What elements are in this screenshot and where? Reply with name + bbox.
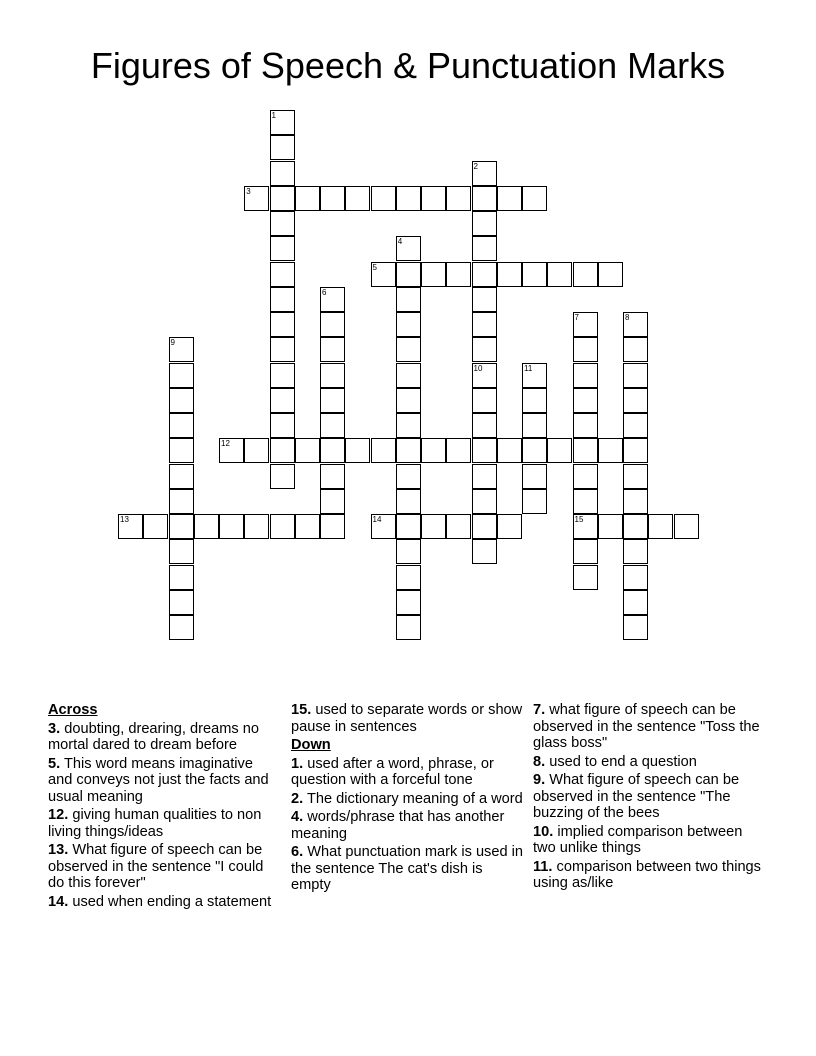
clue-text: words/phrase that has another meaning bbox=[291, 809, 505, 842]
grid-cell[interactable] bbox=[396, 489, 421, 514]
grid-cell[interactable] bbox=[320, 388, 345, 413]
cell-number: 4 bbox=[397, 237, 403, 247]
grid-cell[interactable] bbox=[295, 514, 320, 539]
grid-cell[interactable] bbox=[472, 236, 497, 261]
grid-cell[interactable] bbox=[623, 363, 648, 388]
clue-text: What figure of speech can be observed in the sentence "The buzzing of the bees bbox=[533, 772, 740, 821]
grid-cell[interactable] bbox=[623, 615, 648, 640]
grid-cell[interactable] bbox=[472, 161, 497, 186]
grid-cell[interactable] bbox=[169, 413, 194, 438]
grid-cell[interactable] bbox=[169, 438, 194, 463]
grid-cell[interactable] bbox=[396, 413, 421, 438]
grid-cell[interactable] bbox=[169, 514, 194, 539]
clue-down-9 bbox=[533, 772, 765, 822]
clue-text: This word means imaginative and conveys not just the facts and usual meaning bbox=[48, 755, 269, 805]
grid-cell[interactable] bbox=[648, 514, 673, 539]
grid-cell[interactable] bbox=[396, 236, 421, 261]
grid-cell[interactable] bbox=[573, 438, 598, 463]
cell-number: 1 bbox=[271, 111, 276, 120]
down-heading: Down bbox=[291, 737, 331, 753]
grid-cell[interactable] bbox=[396, 186, 421, 211]
clues-column-2 bbox=[291, 702, 523, 896]
clue-down-1 bbox=[291, 756, 523, 789]
grid-cell[interactable] bbox=[270, 135, 295, 160]
clue-down-11 bbox=[533, 859, 765, 892]
clue-text: what figure of speech can be observed in the sentence "Toss the glass boss" bbox=[533, 702, 760, 751]
grid-cell[interactable] bbox=[270, 110, 295, 135]
grid-cell[interactable] bbox=[371, 514, 396, 539]
grid-cell[interactable] bbox=[396, 363, 421, 388]
grid-cell[interactable] bbox=[623, 514, 648, 539]
clue-number: 7. bbox=[533, 702, 546, 718]
grid-cell[interactable] bbox=[320, 413, 345, 438]
grid-cell[interactable] bbox=[244, 186, 269, 211]
grid-cell[interactable] bbox=[396, 388, 421, 413]
grid-cell[interactable] bbox=[396, 287, 421, 312]
grid-cell[interactable] bbox=[169, 590, 194, 615]
grid-cell[interactable] bbox=[421, 514, 446, 539]
grid-cell[interactable] bbox=[472, 438, 497, 463]
grid-cell[interactable] bbox=[522, 489, 547, 514]
grid-cell[interactable] bbox=[623, 388, 648, 413]
grid-cell[interactable] bbox=[573, 337, 598, 362]
grid-cell[interactable] bbox=[270, 514, 295, 539]
grid-cell[interactable] bbox=[472, 363, 497, 388]
grid-cell[interactable] bbox=[143, 514, 168, 539]
grid-cell[interactable] bbox=[472, 489, 497, 514]
grid-cell[interactable] bbox=[522, 262, 547, 287]
grid-cell[interactable] bbox=[472, 464, 497, 489]
grid-cell[interactable] bbox=[573, 388, 598, 413]
grid-cell[interactable] bbox=[497, 514, 522, 539]
grid-cell[interactable] bbox=[320, 464, 345, 489]
clue-text: What figure of speech can be observed in the sentence "I could do this forever" bbox=[48, 842, 264, 891]
grid-cell[interactable] bbox=[623, 337, 648, 362]
grid-cell[interactable] bbox=[169, 388, 194, 413]
grid-cell[interactable] bbox=[674, 514, 699, 539]
grid-cell[interactable] bbox=[396, 514, 421, 539]
grid-cell[interactable] bbox=[320, 363, 345, 388]
clues-column-3 bbox=[533, 702, 765, 894]
grid-cell[interactable] bbox=[573, 514, 598, 539]
grid-cell[interactable] bbox=[118, 514, 143, 539]
grid-cell[interactable] bbox=[396, 438, 421, 463]
clue-number: 5. bbox=[48, 755, 61, 772]
grid-cell[interactable] bbox=[522, 388, 547, 413]
grid-cell[interactable] bbox=[472, 514, 497, 539]
grid-cell[interactable] bbox=[623, 312, 648, 337]
grid-cell[interactable] bbox=[396, 565, 421, 590]
cell-number: 11 bbox=[524, 363, 533, 373]
grid-cell[interactable] bbox=[623, 464, 648, 489]
cell-number: 2 bbox=[473, 161, 478, 171]
grid-cell[interactable] bbox=[623, 565, 648, 590]
cell-number: 14 bbox=[372, 515, 382, 524]
grid-cell[interactable] bbox=[270, 464, 295, 489]
grid-cell[interactable] bbox=[295, 438, 320, 463]
clue-down-10 bbox=[533, 824, 765, 857]
clue-number: 3. bbox=[48, 720, 61, 737]
grid-cell[interactable] bbox=[169, 337, 194, 362]
grid-cell[interactable] bbox=[522, 413, 547, 438]
grid-cell[interactable] bbox=[497, 186, 522, 211]
cell-number: 5 bbox=[372, 262, 377, 272]
grid-cell[interactable] bbox=[270, 413, 295, 438]
clue-down-6 bbox=[291, 844, 523, 894]
clue-text: used to end a question bbox=[549, 753, 697, 770]
clue-number: 11. bbox=[533, 858, 553, 875]
grid-cell[interactable] bbox=[598, 262, 623, 287]
grid-cell[interactable] bbox=[244, 438, 269, 463]
clue-text: used after a word, phrase, or question with a forceful tone bbox=[291, 755, 494, 788]
clue-number: 6. bbox=[291, 844, 304, 860]
grid-cell[interactable] bbox=[345, 186, 370, 211]
grid-cell[interactable] bbox=[598, 438, 623, 463]
grid-cell[interactable] bbox=[270, 388, 295, 413]
cell-number: 7 bbox=[574, 313, 579, 322]
grid-cell[interactable] bbox=[270, 363, 295, 388]
cell-number: 8 bbox=[625, 313, 630, 322]
grid-cell[interactable] bbox=[320, 489, 345, 514]
clue-number: 12. bbox=[48, 807, 69, 823]
grid-cell[interactable] bbox=[573, 539, 598, 564]
grid-cell[interactable] bbox=[522, 186, 547, 211]
grid-cell[interactable] bbox=[472, 186, 497, 211]
cell-number: 15 bbox=[574, 515, 584, 524]
clue-number: 14. bbox=[48, 893, 69, 910]
cell-number: 10 bbox=[473, 363, 483, 373]
clue-across-14 bbox=[48, 894, 280, 911]
grid-cell[interactable] bbox=[623, 438, 648, 463]
grid-cell[interactable] bbox=[270, 287, 295, 312]
grid-cell[interactable] bbox=[573, 464, 598, 489]
grid-cell[interactable] bbox=[169, 565, 194, 590]
grid-cell[interactable] bbox=[320, 287, 345, 312]
clue-number: 2. bbox=[291, 790, 304, 807]
grid-cell[interactable] bbox=[371, 186, 396, 211]
grid-cell[interactable] bbox=[396, 337, 421, 362]
grid-cell[interactable] bbox=[320, 438, 345, 463]
grid-cell[interactable] bbox=[421, 262, 446, 287]
grid-cell[interactable] bbox=[270, 312, 295, 337]
grid-cell[interactable] bbox=[270, 438, 295, 463]
grid-cell[interactable] bbox=[169, 464, 194, 489]
grid-cell[interactable] bbox=[472, 312, 497, 337]
grid-cell[interactable] bbox=[270, 262, 295, 287]
grid-cell[interactable] bbox=[573, 262, 598, 287]
grid-cell[interactable] bbox=[295, 186, 320, 211]
grid-cell[interactable] bbox=[270, 236, 295, 261]
grid-cell[interactable] bbox=[270, 186, 295, 211]
grid-cell[interactable] bbox=[219, 514, 244, 539]
grid-cell[interactable] bbox=[573, 565, 598, 590]
grid-cell[interactable] bbox=[194, 514, 219, 539]
grid-cell[interactable] bbox=[472, 539, 497, 564]
grid-cell[interactable] bbox=[270, 211, 295, 236]
grid-cell[interactable] bbox=[547, 438, 572, 463]
grid-cell[interactable] bbox=[598, 514, 623, 539]
grid-cell[interactable] bbox=[396, 464, 421, 489]
grid-cell[interactable] bbox=[547, 262, 572, 287]
grid-cell[interactable] bbox=[270, 337, 295, 362]
grid-cell[interactable] bbox=[472, 211, 497, 236]
cell-number: 13 bbox=[120, 515, 129, 524]
grid-cell[interactable] bbox=[522, 464, 547, 489]
clue-across-13 bbox=[48, 842, 280, 892]
clue-text: comparison between two things using as/like bbox=[533, 858, 761, 891]
cell-number: 3 bbox=[246, 186, 251, 196]
grid-cell[interactable] bbox=[472, 337, 497, 362]
clue-number: 4. bbox=[291, 809, 304, 825]
grid-cell[interactable] bbox=[522, 363, 547, 388]
grid-cell[interactable] bbox=[446, 514, 471, 539]
grid-cell[interactable] bbox=[446, 186, 471, 211]
grid-cell[interactable] bbox=[345, 438, 370, 463]
clue-text: implied comparison between two unlike things bbox=[533, 823, 743, 856]
clue-text: What punctuation mark is used in the sentence The cat's dish is empty bbox=[291, 844, 524, 893]
grid-cell[interactable] bbox=[169, 489, 194, 514]
clue-number: 13. bbox=[48, 842, 69, 858]
clue-text: used to separate words or show pause in sentences bbox=[291, 702, 523, 735]
clue-down-2 bbox=[291, 791, 523, 808]
puzzle-title: Figures of Speech & Punctuation Marks bbox=[90, 45, 726, 86]
clue-across-3 bbox=[48, 721, 280, 754]
grid-cell[interactable] bbox=[396, 262, 421, 287]
grid-cell[interactable] bbox=[446, 438, 471, 463]
clue-across-15 bbox=[291, 702, 523, 735]
across-heading: Across bbox=[48, 702, 98, 718]
clue-number: 9. bbox=[533, 772, 546, 788]
grid-cell[interactable] bbox=[244, 514, 269, 539]
grid-cell[interactable] bbox=[320, 186, 345, 211]
grid-cell[interactable] bbox=[446, 262, 471, 287]
grid-cell[interactable] bbox=[169, 615, 194, 640]
grid-cell[interactable] bbox=[421, 186, 446, 211]
grid-cell[interactable] bbox=[371, 438, 396, 463]
grid-cell[interactable] bbox=[623, 539, 648, 564]
cell-number: 6 bbox=[322, 287, 327, 297]
grid-cell[interactable] bbox=[497, 262, 522, 287]
clue-number: 1. bbox=[291, 755, 304, 772]
grid-cell[interactable] bbox=[169, 363, 194, 388]
clue-across-12 bbox=[48, 807, 280, 840]
grid-cell[interactable] bbox=[472, 388, 497, 413]
grid-cell[interactable] bbox=[396, 539, 421, 564]
clue-text: doubting, drearing, dreams no mortal dared to dream before bbox=[48, 720, 259, 753]
grid-cell[interactable] bbox=[396, 615, 421, 640]
grid-cell[interactable] bbox=[623, 413, 648, 438]
clue-text: used when ending a statement bbox=[72, 893, 272, 910]
grid-cell[interactable] bbox=[320, 337, 345, 362]
cell-number: 9 bbox=[170, 338, 175, 348]
grid-cell[interactable] bbox=[573, 413, 598, 438]
grid-cell[interactable] bbox=[623, 590, 648, 615]
clue-down-4 bbox=[291, 809, 523, 842]
cell-number: 12 bbox=[221, 439, 230, 449]
grid-cell[interactable] bbox=[623, 489, 648, 514]
clue-down-8 bbox=[533, 754, 765, 771]
clue-across-5 bbox=[48, 756, 280, 806]
clue-text: The dictionary meaning of a word bbox=[306, 790, 523, 807]
clue-number: 8. bbox=[533, 753, 546, 770]
grid-cell[interactable] bbox=[169, 539, 194, 564]
grid-cell[interactable] bbox=[472, 262, 497, 287]
grid-cell[interactable] bbox=[472, 413, 497, 438]
grid-cell[interactable] bbox=[573, 489, 598, 514]
grid-cell[interactable] bbox=[320, 312, 345, 337]
clue-number: 10. bbox=[533, 823, 554, 840]
grid-cell[interactable] bbox=[522, 438, 547, 463]
grid-cell[interactable] bbox=[371, 262, 396, 287]
clue-number: 15. bbox=[291, 702, 312, 718]
grid-cell[interactable] bbox=[320, 514, 345, 539]
grid-cell[interactable] bbox=[270, 161, 295, 186]
grid-cell[interactable] bbox=[497, 438, 522, 463]
clue-text: giving human qualities to non living things/ideas bbox=[48, 807, 262, 840]
grid-cell[interactable] bbox=[421, 438, 446, 463]
grid-cell[interactable] bbox=[573, 312, 598, 337]
grid-cell[interactable] bbox=[396, 590, 421, 615]
grid-cell[interactable] bbox=[472, 287, 497, 312]
grid-cell[interactable] bbox=[219, 438, 244, 463]
grid-cell[interactable] bbox=[396, 312, 421, 337]
clue-down-7 bbox=[533, 702, 765, 752]
clues-column-1 bbox=[48, 702, 280, 912]
grid-cell[interactable] bbox=[573, 363, 598, 388]
